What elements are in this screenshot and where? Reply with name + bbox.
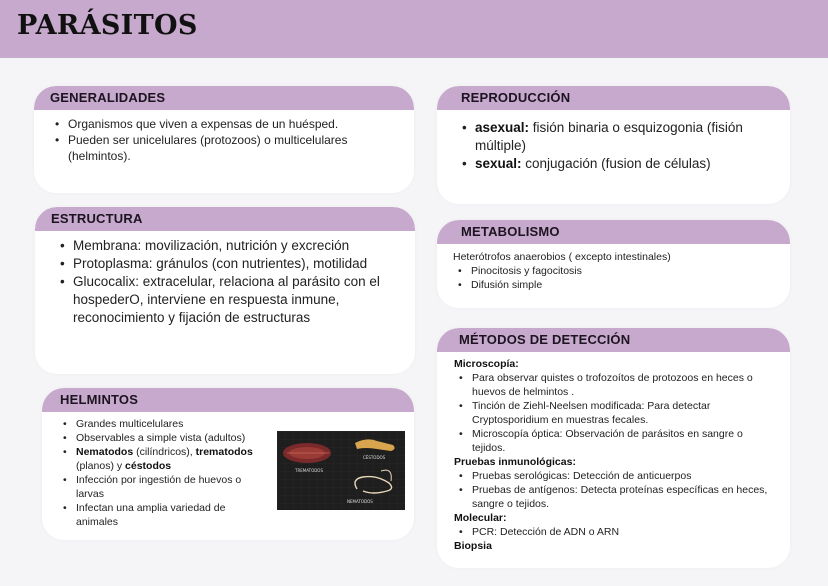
list-item: • Organismos que viven a expensas de un huésped.	[54, 116, 400, 132]
svg-text:TREMATODOS: TREMATODOS	[295, 468, 323, 473]
list-item: • Glucocalix: extracelular, relaciona al parásito con el hospederO, interviene en respuesta inmune, reconocimiento y fijación de estructuras	[59, 273, 401, 327]
list-item: • Infección por ingestión de huevos o larvas	[62, 473, 266, 501]
svg-text:CÉSTODOS: CÉSTODOS	[363, 455, 386, 460]
list-item: • Difusión simple	[457, 278, 776, 292]
list-item: • Protoplasma: gránulos (con nutrientes), motilidad	[59, 255, 401, 273]
generalidades-list	[54, 116, 400, 164]
list-item: • Pueden ser unicelulares (protozoos) o multicelulares (helmintos).	[54, 132, 400, 164]
list-item: • Pinocitosis y fagocitosis	[457, 264, 776, 278]
svg-text:NEMATODOS: NEMATODOS	[347, 499, 373, 504]
term-desc: conjugación (fusion de células)	[521, 156, 711, 171]
reproduccion-list	[461, 119, 776, 173]
card-generalidades	[34, 86, 414, 193]
list-item: • Infectan una amplia variedad de animales	[62, 501, 266, 529]
card-heading: REPRODUCCIÓN	[437, 86, 790, 110]
list-item: • Para observar quistes o trofozoítos de protozoos en heces o huevos de helmintos .	[458, 371, 776, 399]
card-heading: HELMINTOS	[42, 388, 414, 412]
term-nematodos: Nematodos	[76, 446, 134, 458]
metabolismo-list	[453, 264, 776, 292]
card-reproduccion	[437, 86, 790, 204]
estructura-list	[59, 237, 401, 327]
card-heading: ESTRUCTURA	[35, 207, 415, 231]
list-item: • Observables a simple vista (adultos)	[62, 431, 266, 445]
term-trematodos: trematodos	[195, 446, 253, 458]
card-metabolismo	[437, 220, 790, 308]
list-item: • Tinción de Ziehl-Neelsen modificada: Para detectar Cryptosporidium en muestras fecales.	[458, 399, 776, 427]
group-title-inmunologicas: Pruebas inmunológicas:	[454, 456, 576, 468]
term-desc: (cilíndricos),	[133, 446, 196, 458]
list-item: • Pruebas serológicas: Detección de anticuerpos	[458, 469, 776, 483]
list-item: • Membrana: movilización, nutrición y excreción	[59, 237, 401, 255]
card-heading: METABOLISMO	[437, 220, 790, 244]
group-title-microscopia: Microscopía:	[454, 358, 519, 370]
metabolismo-intro: Heterótrofos anaerobios ( excepto intestinales)	[453, 251, 671, 263]
page-title: PARÁSITOS	[17, 10, 198, 41]
list-item: • Microscopía óptica: Observación de parásitos en sangre o tejidos.	[458, 427, 776, 455]
group-title-biopsia: Biopsia	[454, 540, 492, 552]
list-item: • PCR: Detección de ADN o ARN	[458, 525, 776, 539]
list-item: • Grandes multicelulares	[62, 417, 266, 431]
list-item	[461, 119, 776, 155]
card-estructura	[35, 207, 415, 374]
term-desc: fisión binaria o esquizogonia (fisión múltiple)	[475, 120, 743, 153]
inmunologicas-list	[454, 469, 776, 511]
term-cestodos: céstodos	[125, 460, 172, 472]
card-heading: GENERALIDADES	[34, 86, 414, 110]
title-banner	[0, 0, 828, 58]
worms-illustration-icon	[277, 431, 405, 510]
helminth-image	[277, 431, 405, 510]
group-title-molecular: Molecular:	[454, 512, 507, 524]
card-heading: MÉTODOS DE DETECCIÓN	[437, 328, 790, 352]
card-metodos-deteccion	[437, 328, 790, 568]
list-item	[461, 155, 776, 173]
list-item: • Pruebas de antígenos: Detecta proteínas específicas en heces, sangre o tejidos.	[458, 483, 776, 511]
molecular-list	[454, 525, 776, 539]
microscopia-list	[454, 371, 776, 455]
term-sexual: sexual:	[475, 156, 522, 171]
list-item	[62, 445, 266, 473]
term-asexual: asexual:	[475, 120, 530, 135]
helmintos-list	[62, 417, 266, 529]
term-desc: (planos) y	[76, 460, 126, 472]
card-helmintos	[42, 388, 414, 540]
